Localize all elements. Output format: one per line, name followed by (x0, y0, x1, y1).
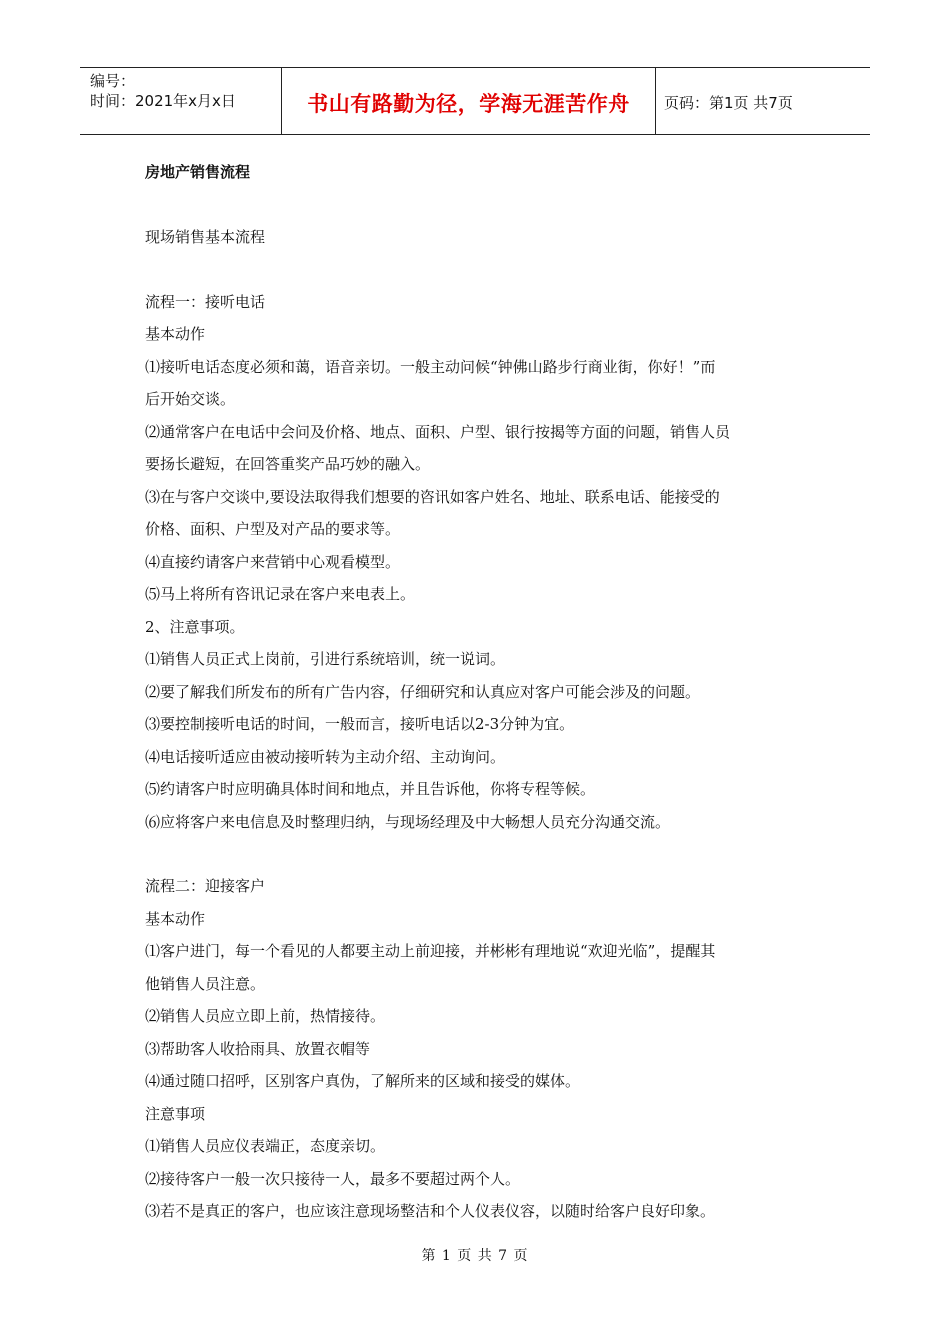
list-item: ⑹应将客户来电信息及时整理归纳，与现场经理及中大畅想人员充分沟通交流。 (145, 812, 671, 831)
section-heading: 流程二：迎接客户 (145, 877, 266, 895)
list-item: ⑴接听电话态度必须和蔼，语音亲切。一般主动问候“钟佛山路步行商业街，你好！”而 (145, 357, 716, 376)
page-footer (0, 1245, 950, 1265)
spacer (145, 186, 810, 221)
header-page-cell (656, 68, 870, 134)
list-item: ⑶在与客户交谈中,要设法取得我们想要的咨讯如客户姓名、地址、联系电话、能接受的 (145, 487, 720, 506)
list-item: ⑴客户进门，每一个看见的人都要主动上前迎接，并彬彬有理地说“欢迎光临”，提醒其 (145, 942, 716, 960)
list-item: ⑴销售人员正式上岗前，引进行系统培训，统一说词。 (145, 650, 506, 668)
section-heading: 流程一：接听电话 (145, 292, 266, 311)
document-title: 房地产销售流程 (145, 163, 251, 181)
subsection-heading: 基本动作 (145, 909, 206, 928)
motto-text: 书山有路勤为径，学海无涯苦作舟 (307, 92, 630, 116)
list-item: ⑵通常客户在电话中会问及价格、地点、面积、户型、银行按揭等方面的问题，销售人员 (145, 422, 731, 441)
list-item: ⑵接待客户一般一次只接待一人，最多不要超过两个人。 (145, 1169, 521, 1188)
list-item: ⑸约请客户时应明确具体时间和地点，并且告诉他，你将专程等候。 (145, 780, 596, 798)
list-item: 价格、面积、户型及对产品的要求等。 (145, 520, 401, 538)
document-body (145, 158, 810, 1228)
list-item: ⑵要了解我们所发布的所有广告内容，仔细研究和认真应对客户可能会涉及的问题。 (145, 682, 701, 701)
list-item: ⑸马上将所有咨讯记录在客户来电表上。 (145, 585, 416, 603)
subsection-heading: 基本动作 (145, 325, 206, 343)
footer-page-number: 第 1 页 共 7 页 (421, 1248, 529, 1264)
list-item: 要扬长避短，在回答重奖产品巧妙的融入。 (145, 455, 431, 473)
list-item: ⑶要控制接听电话的时间，一般而言，接听电话以2-3分钟为宜。 (145, 715, 575, 733)
page-info: 页码：第1页 共7页 (664, 93, 793, 112)
number-label: 编号： (90, 72, 136, 90)
list-item: ⑷通过随口招呼，区别客户真伪，了解所来的区域和接受的媒体。 (145, 1072, 581, 1090)
list-item: ⑵销售人员应立即上前，热情接待。 (145, 1007, 386, 1025)
list-item: 后开始交谈。 (145, 390, 236, 408)
spacer (145, 254, 810, 286)
time-label: 时间：2021年x月x日 (90, 92, 236, 110)
header-table (80, 67, 870, 135)
list-item: 他销售人员注意。 (145, 974, 266, 993)
list-item: ⑷直接约请客户来营销中心观看模型。 (145, 552, 401, 571)
list-item: ⑷电话接听适应由被动接听转为主动介绍、主动询问。 (145, 747, 506, 766)
list-item: ⑶帮助客人收拾雨具、放置衣帽等 (145, 1039, 371, 1058)
subsection-heading: 2、注意事项。 (145, 617, 245, 636)
header-motto-cell (281, 68, 656, 134)
spacer (145, 838, 810, 870)
list-item: ⑶若不是真正的客户，也应该注意现场整洁和个人仪表仪容，以随时给客户良好印象。 (145, 1202, 716, 1220)
subsection-heading: 注意事项 (145, 1104, 206, 1123)
list-item: ⑴销售人员应仪表端正，态度亲切。 (145, 1137, 386, 1155)
header-meta-cell (80, 68, 281, 134)
document-subtitle: 现场销售基本流程 (145, 228, 266, 246)
